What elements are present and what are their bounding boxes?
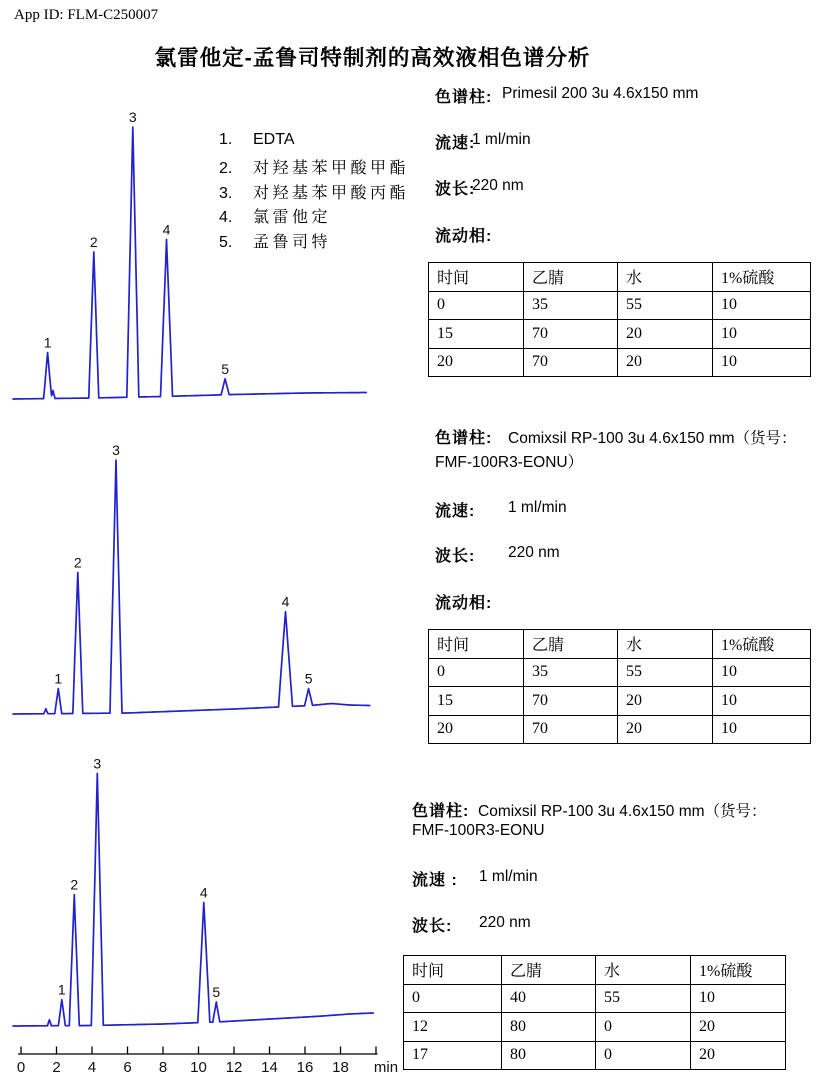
table-cell: 20 [429, 715, 524, 744]
table-row [429, 715, 811, 744]
table-row [429, 320, 811, 349]
table-cell: 10 [691, 984, 786, 1013]
table-header-row [429, 630, 811, 659]
flow-rate-value: 1 ml/min [508, 499, 567, 516]
column-label: 色谱柱: [412, 803, 470, 820]
legend-item-label: 对羟基苯甲酸甲酯 [253, 160, 410, 178]
table-cell: 80 [502, 1013, 596, 1042]
table-row [404, 1041, 786, 1070]
table-cell: 0 [596, 1013, 691, 1042]
table-cell: 17 [404, 1041, 502, 1070]
table-header-cell: 1%硫酸 [691, 956, 786, 985]
table-cell: 10 [713, 658, 811, 687]
flow-rate-value: 1 ml/min [479, 868, 538, 885]
table-row [429, 348, 811, 377]
table-header-cell: 乙腈 [524, 263, 618, 292]
peak-label: 3 [112, 442, 120, 459]
x-axis-tick-label: 2 [52, 1059, 61, 1076]
legend-item [219, 204, 409, 228]
legend-item-label: 氯雷他定 [253, 209, 332, 227]
table-row [404, 1013, 786, 1042]
table-header-cell: 时间 [404, 956, 502, 985]
table-row [429, 658, 811, 687]
table-cell: 20 [618, 348, 713, 377]
table-cell: 0 [404, 984, 502, 1013]
table-cell: 12 [404, 1013, 502, 1042]
legend-item-label: 孟鲁司特 [253, 233, 332, 251]
peak-label: 5 [212, 984, 221, 1000]
x-axis-unit-label: min [373, 1059, 399, 1076]
legend-item [219, 180, 409, 204]
table-cell: 55 [618, 291, 713, 320]
flow-rate-label: 流速: [435, 503, 476, 520]
table-header-cell: 时间 [429, 263, 524, 292]
peak-label: 3 [128, 109, 137, 126]
flow-rate-value: 1 ml/min [472, 131, 531, 148]
mobile-phase-gradient-table [428, 629, 811, 744]
table-cell: 70 [524, 320, 618, 349]
method-section-3-flow-line [412, 867, 538, 890]
table-cell: 15 [429, 687, 524, 716]
table-row [404, 984, 786, 1013]
legend-item [219, 229, 409, 253]
mobile-phase-label: 流动相: [435, 228, 493, 245]
peak-label: 4 [162, 221, 171, 238]
chromatogram-trace-2 [13, 460, 370, 714]
legend-item-number: 1. [219, 131, 233, 148]
wavelength-value: 220 nm [479, 914, 531, 931]
chromatogram-trace-3 [13, 773, 373, 1026]
table-cell: 70 [524, 715, 618, 744]
table-cell: 0 [429, 658, 524, 687]
table-cell: 80 [502, 1041, 596, 1070]
table-cell: 55 [618, 658, 713, 687]
method-section-1-flow-line [435, 130, 531, 153]
gradient-table-1 [428, 262, 811, 377]
table-cell: 20 [618, 715, 713, 744]
peak-label: 4 [281, 593, 290, 610]
table-cell: 20 [618, 320, 713, 349]
wavelength-value: 220 nm [472, 177, 524, 194]
table-cell: 20 [691, 1013, 786, 1042]
legend-item [219, 131, 409, 155]
legend-item-number: 4. [219, 209, 233, 227]
gradient-table-3 [403, 955, 786, 1070]
column-label: 色谱柱: [435, 430, 493, 447]
peak-label: 5 [304, 670, 313, 687]
peak-label: 5 [221, 360, 229, 377]
table-cell: 0 [596, 1041, 691, 1070]
app-id: App ID: FLM-C250007 [14, 7, 159, 23]
table-cell: 10 [713, 291, 811, 320]
table-header-cell: 乙腈 [524, 630, 618, 659]
peak-label: 4 [199, 884, 208, 901]
peak-label: 1 [43, 334, 52, 351]
peak-label: 1 [54, 670, 63, 687]
legend-item-number: 2. [219, 160, 233, 178]
method-section-2-flow-line [435, 498, 567, 521]
peak-label: 2 [73, 554, 82, 571]
legend-item-label: 对羟基苯甲酸丙酯 [253, 184, 410, 202]
table-row [429, 687, 811, 716]
method-section-1-column-line [435, 84, 699, 107]
table-header-cell: 乙腈 [502, 956, 596, 985]
method-section-3-wavelength-line [412, 913, 531, 936]
table-cell: 10 [713, 320, 811, 349]
legend-item-label: EDTA [253, 131, 295, 148]
table-cell: 35 [524, 658, 618, 687]
legend-item-number: 5. [219, 233, 233, 251]
wavelength-value: 220 nm [508, 544, 560, 561]
table-cell: 0 [429, 291, 524, 320]
wavelength-label: 波长: [435, 181, 476, 198]
table-header-row [404, 956, 786, 985]
x-axis-tick-label: 4 [87, 1059, 97, 1076]
column-value: Comixsil RP-100 3u 4.6x150 mm（货号： [478, 803, 767, 820]
peak-label: 1 [57, 981, 66, 998]
x-axis-tick-label: 8 [158, 1059, 168, 1076]
x-axis-tick-label: 12 [225, 1059, 243, 1076]
table-header-cell: 时间 [429, 630, 524, 659]
flow-rate-label: 流速 : [412, 872, 458, 889]
table-cell: 10 [713, 715, 811, 744]
wavelength-label: 波长: [435, 548, 476, 565]
legend-item-number: 3. [219, 184, 233, 202]
column-value-line2: FMF-100R3-EONU [412, 822, 545, 839]
wavelength-label: 波长: [412, 918, 453, 935]
table-cell: 20 [618, 687, 713, 716]
method-section-2-wavelength-line [435, 543, 560, 566]
x-axis-tick-label: 10 [190, 1059, 207, 1076]
peak-label: 2 [89, 234, 98, 250]
method-section-2-mobile-phase-line [435, 590, 492, 613]
table-cell: 10 [713, 348, 811, 377]
method-section-3-column-line [412, 798, 767, 821]
flow-rate-label: 流速: [435, 135, 476, 152]
table-cell: 20 [691, 1041, 786, 1070]
table-header-cell: 水 [596, 956, 691, 985]
table-cell: 20 [429, 348, 524, 377]
mobile-phase-label: 流动相: [435, 595, 493, 612]
x-axis-tick-label: 6 [123, 1059, 132, 1076]
method-section-1-mobile-phase-line [435, 223, 492, 246]
x-axis-tick-label: 18 [332, 1059, 349, 1076]
method-section-2-column-line [435, 425, 797, 448]
table-cell: 55 [596, 984, 691, 1013]
column-value: Primesil 200 3u 4.6x150 mm [502, 85, 699, 102]
gradient-table-2 [428, 629, 811, 744]
column-label: 色谱柱: [435, 89, 493, 106]
table-cell: 15 [429, 320, 524, 349]
table-cell: 35 [524, 291, 618, 320]
x-axis-tick-label: 14 [261, 1059, 278, 1076]
column-value-line2: FMF-100R3-EONU） [435, 454, 584, 471]
peak-legend [219, 131, 409, 253]
peak-label: 3 [93, 755, 102, 772]
mobile-phase-gradient-table [428, 262, 811, 377]
table-header-cell: 1%硫酸 [713, 263, 811, 292]
table-header-cell: 1%硫酸 [713, 630, 811, 659]
table-cell: 70 [524, 687, 618, 716]
page-title: 氯雷他定-孟鲁司特制剂的高效液相色谱分析 [154, 46, 591, 70]
table-cell: 10 [713, 687, 811, 716]
table-cell: 40 [502, 984, 596, 1013]
table-cell: 70 [524, 348, 618, 377]
method-section-1-wavelength-line [435, 176, 524, 199]
legend-item [219, 155, 409, 179]
column-value: Comixsil RP-100 3u 4.6x150 mm（货号： [508, 430, 797, 447]
x-axis-tick-label: 0 [16, 1059, 26, 1076]
peak-label: 2 [70, 876, 79, 893]
table-header-row [429, 263, 811, 292]
table-row [429, 291, 811, 320]
mobile-phase-gradient-table [403, 955, 786, 1070]
x-axis-tick-label: 16 [296, 1059, 314, 1076]
table-header-cell: 水 [618, 630, 713, 659]
table-header-cell: 水 [618, 263, 713, 292]
